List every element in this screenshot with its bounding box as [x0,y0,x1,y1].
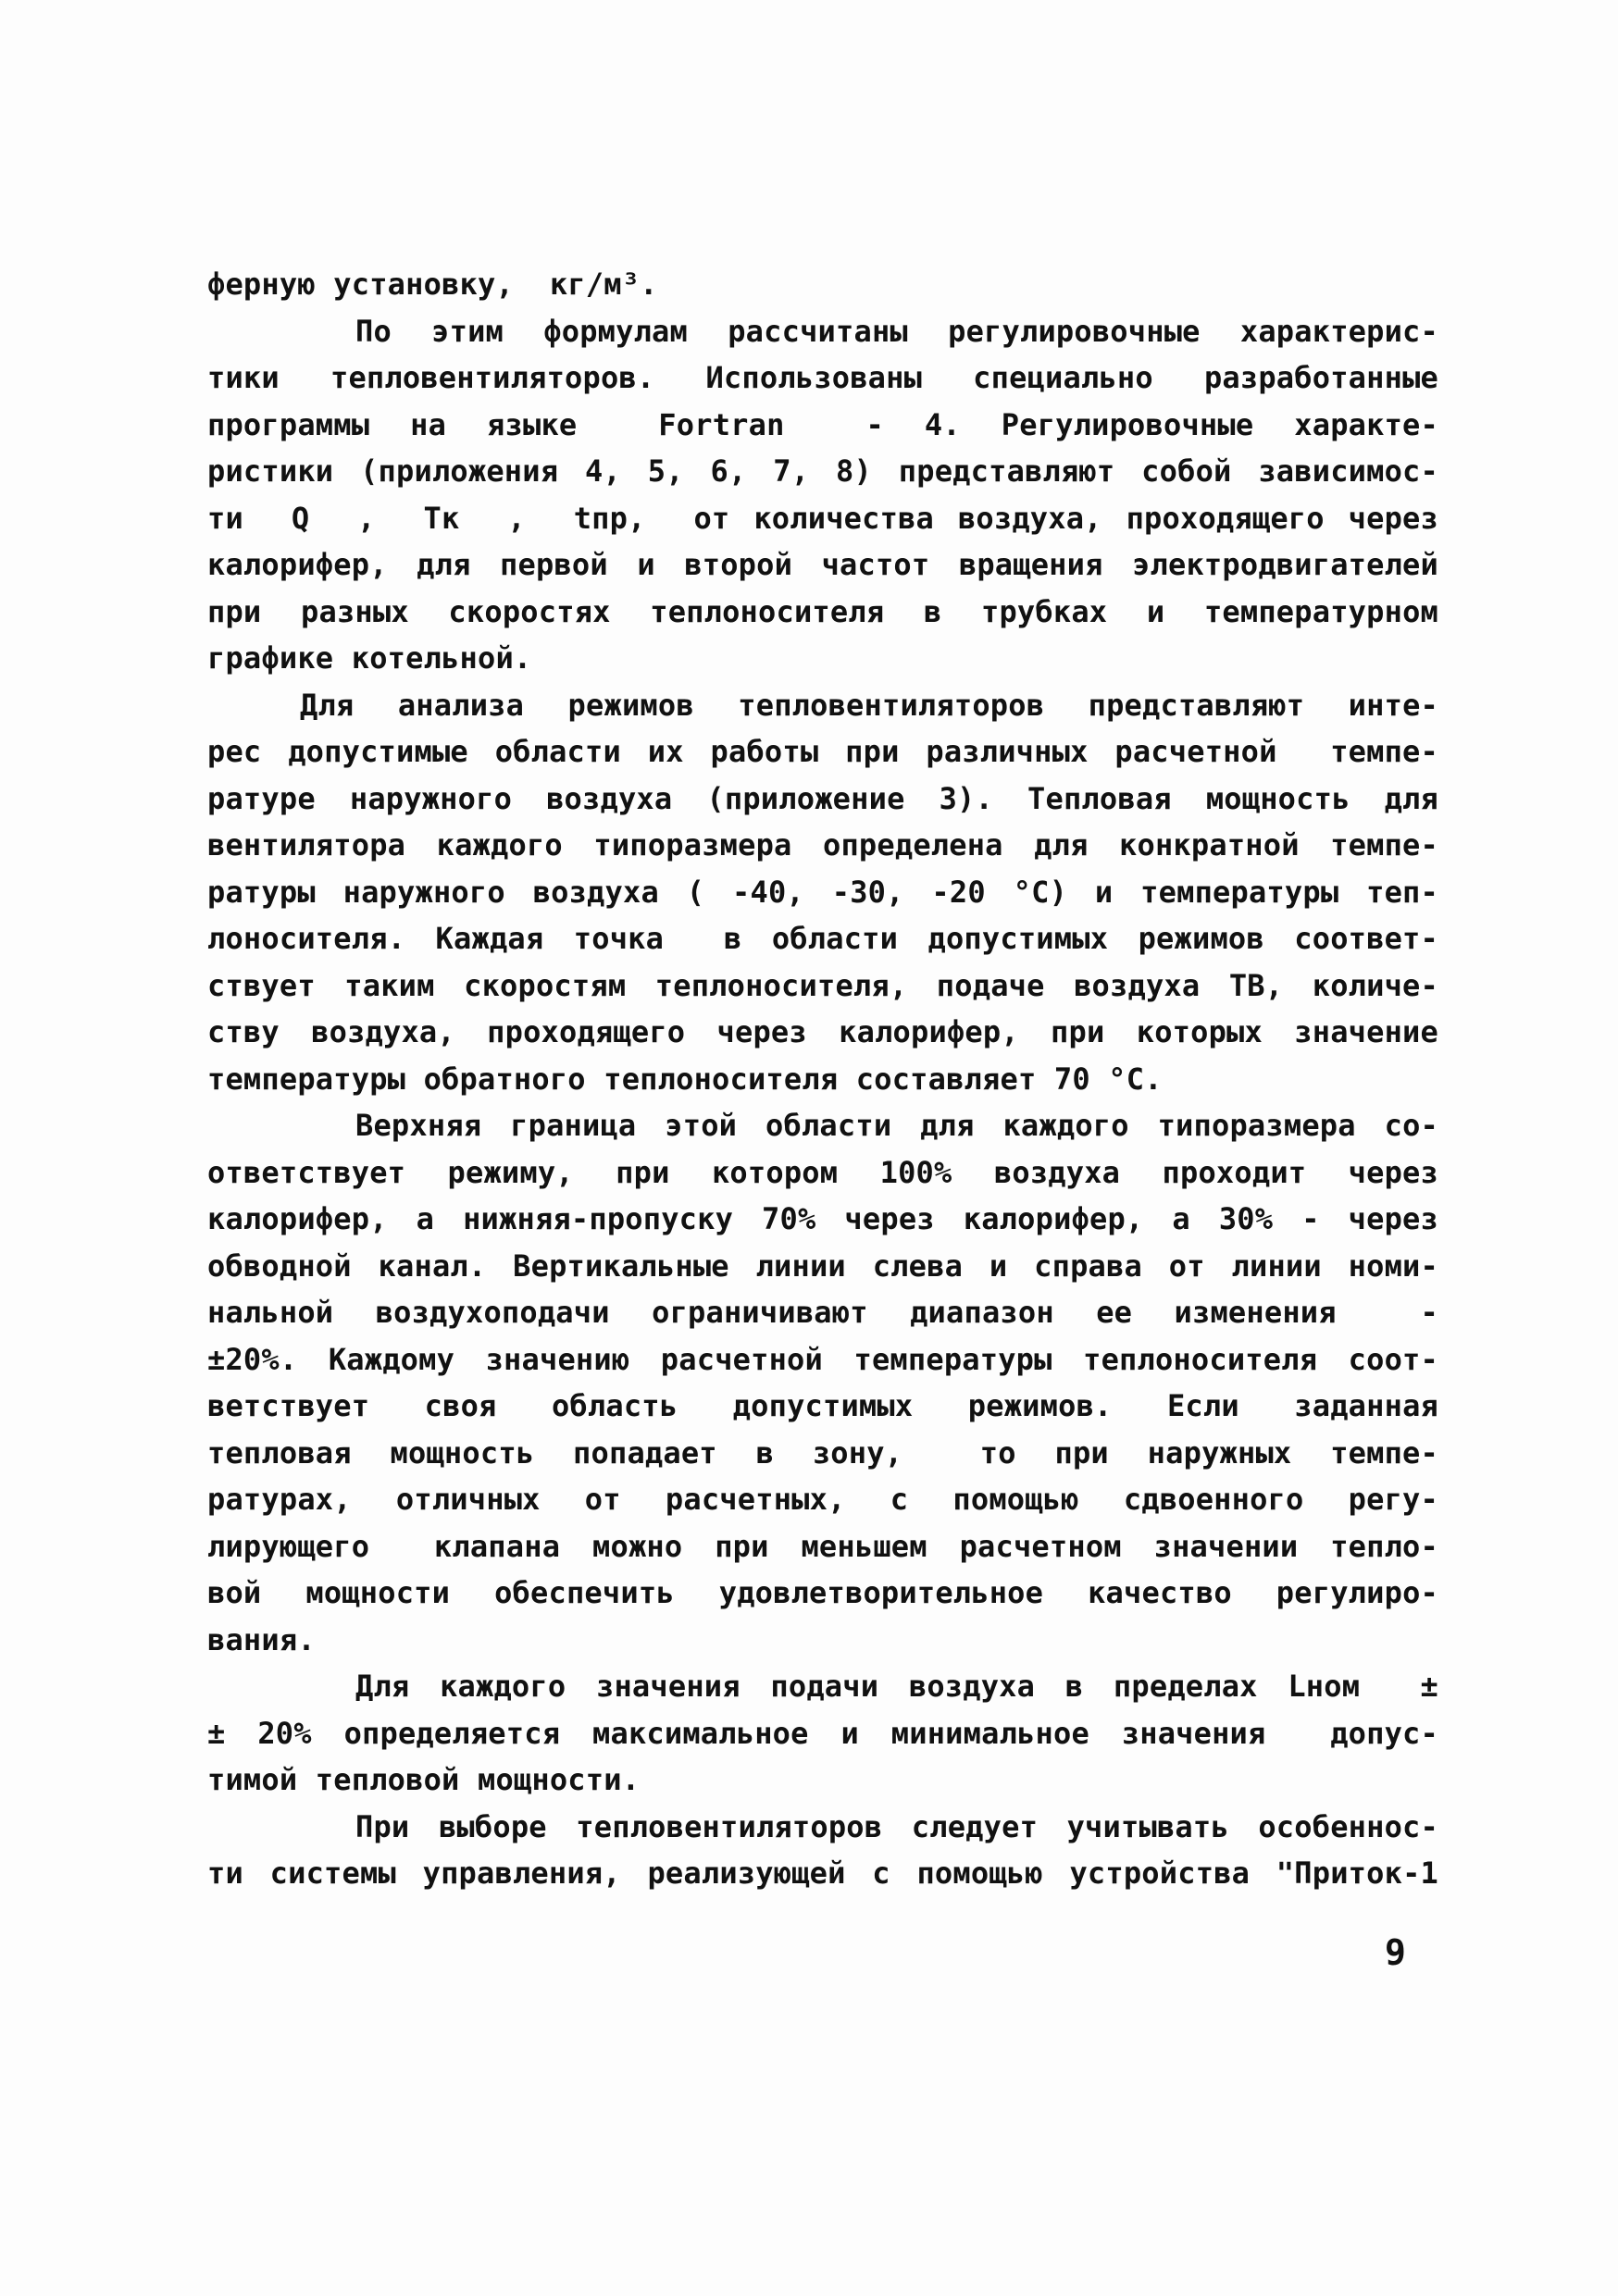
text-line: ратуры наружного воздуха ( -40, -30, -20 °С) и температуры теп- [207,874,1438,910]
text-line: ти системы управления, реализующей с помощью устройства "Приток-1 [207,1855,1438,1891]
text-line: графике котельной. [207,640,532,676]
text-line: вентилятора каждого типоразмера определена для конкратной темпе- [207,827,1438,863]
text-line: вой мощности обеспечить удовлетворительное качество регулиро- [207,1575,1438,1610]
text-line: рес допустимые области их работы при различных расчетной темпе- [207,734,1438,769]
text-line: ратурах, отличных от расчетных, с помощью сдвоенного регу- [207,1482,1438,1517]
body-text [207,261,1438,1897]
text-line: ствует таким скоростям теплоносителя, подаче воздуха ТВ, количе- [207,967,1438,1003]
text-line: Для каждого значения подачи воздуха в пределах Lном ± [355,1669,1438,1704]
text-line: тепловая мощность попадает в зону, то при наружных темпе- [207,1434,1438,1471]
text-line: программы на языке Fortran - 4. Регулировочные характе- [207,406,1438,442]
text-line: ответствует режиму, при котором 100% воздуха проходит через [207,1154,1438,1190]
text-line: калорифер, а нижняя-пропуску 70% через калорифер, а 30% - через [207,1201,1438,1236]
text-line: калорифер, для первой и второй частот вращения электродвигателей [207,547,1438,582]
text-line: При выборе тепловентиляторов следует учитывать особеннос- [355,1808,1438,1844]
text-line: ± 20% определяется максимальное и минимальное значения допус- [207,1715,1438,1751]
text-line: нальной воздухоподачи ограничивают диапазон ее изменения - [207,1295,1438,1330]
text-line: ству воздуха, проходящего через калорифер, при которых значение [207,1014,1438,1049]
text-line: ферную установку, кг/м³. [207,267,658,302]
text-line: ±20%. Каждому значению расчетной температуры теплоносителя соот- [207,1341,1438,1377]
text-line: при разных скоростях теплоносителя в трубках и температурном [207,593,1438,629]
text-line: ти Q , Tк , tпр, от количества воздуха, проходящего через [207,500,1438,536]
text-line: вания. [207,1621,316,1657]
text-line: лирующего клапана можно при меньшем расчетном значении тепло- [207,1528,1438,1564]
text-line: лоносителя. Каждая точка в области допустимых режимов соответ- [207,921,1438,956]
text-line: ратуре наружного воздуха (приложение 3). Тепловая мощность для [207,780,1438,816]
text-line: тики тепловентиляторов. Использованы специально разработанные [207,360,1438,395]
text-line: ристики (приложения 4, 5, 6, 7, 8) представляют собой зависимос- [207,453,1438,489]
text-line: обводной канал. Вертикальные линии слева и справа от линии номи- [207,1247,1438,1284]
text-line: Верхняя граница этой области для каждого типоразмера со- [355,1108,1438,1143]
text-line: температуры обратного теплоносителя составляет 70 °С. [207,1061,1163,1097]
text-line: По этим формулам рассчитаны регулировочные характерис- [355,313,1438,349]
text-line: ветствует своя область допустимых режимов. Если заданная [207,1388,1438,1423]
text-line: тимой тепловой мощности. [207,1762,641,1797]
text-line: Для анализа режимов тепловентиляторов представляют инте- [300,687,1438,723]
page-number: 9 [1385,1932,1406,1973]
